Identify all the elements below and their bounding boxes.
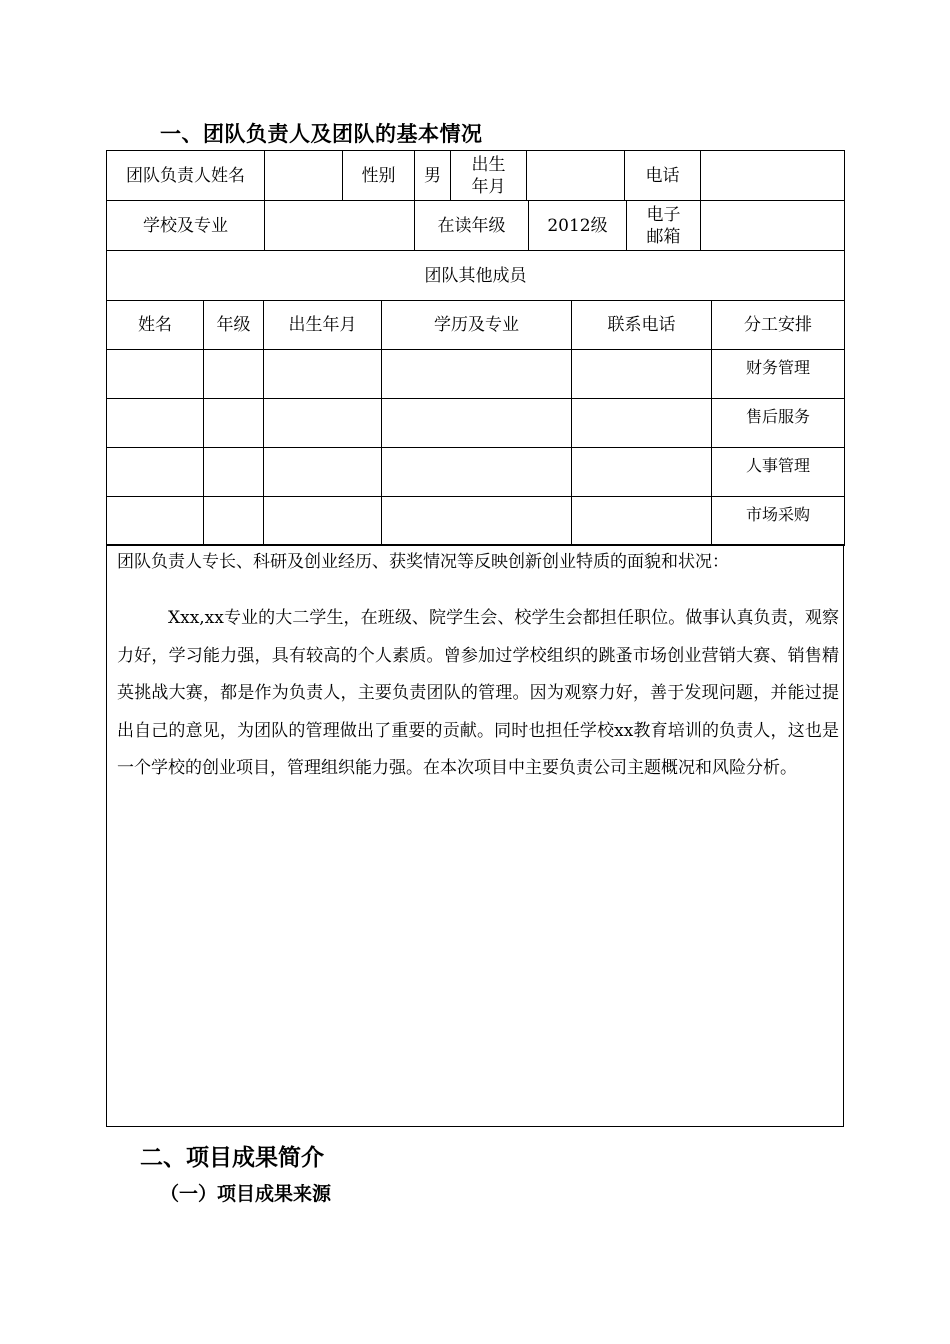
phone-label: 电话	[625, 151, 701, 201]
member-grade[interactable]	[204, 497, 264, 546]
gender-value[interactable]: 男	[415, 151, 451, 201]
column-header: 年级	[204, 301, 264, 350]
member-phone[interactable]	[572, 448, 712, 497]
member-duty: 市场采购	[712, 497, 845, 546]
member-birth[interactable]	[264, 448, 382, 497]
member-edu[interactable]	[382, 448, 572, 497]
table-row	[107, 399, 845, 448]
member-birth[interactable]	[264, 350, 382, 399]
school-value[interactable]	[265, 201, 415, 251]
birth-label: 出生 年月	[451, 151, 527, 201]
grade-label: 在读年级	[415, 201, 529, 251]
phone-value[interactable]	[701, 151, 845, 201]
member-name[interactable]	[107, 350, 204, 399]
member-phone[interactable]	[572, 399, 712, 448]
column-header: 学历及专业	[382, 301, 572, 350]
school-label: 学校及专业	[107, 201, 265, 251]
leader-profile-text[interactable]: Xxx,xx专业的大二学生，在班级、院学生会、校学生会都担任职位。做事认真负责，观察力好，学习能力强，具有较高的个人素质。曾参加过学校组织的跳蚤市场创业营销大赛、销售精英挑战大赛，都是作为负责人，主要负责团队的管理。因为观察力好，善于发现问题，并能过提出自己的意见，为团队的管理做出了重要的贡献。同时也担任学校xx教育培训的负责人，这也是一个学校的创业项目，管理组织能力强。在本次项目中主要负责公司主题概况和风险分析。	[117, 608, 839, 778]
birth-value[interactable]	[527, 151, 625, 201]
member-name[interactable]	[107, 399, 204, 448]
column-header: 分工安排	[712, 301, 845, 350]
column-header: 出生年月	[264, 301, 382, 350]
section-1-heading: 一、团队负责人及团队的基本情况	[160, 122, 483, 146]
member-grade[interactable]	[204, 399, 264, 448]
table-row	[107, 448, 845, 497]
table-row	[107, 350, 845, 399]
leader-info-table	[106, 150, 845, 201]
member-grade[interactable]	[204, 448, 264, 497]
member-phone[interactable]	[572, 497, 712, 546]
gender-label: 性别	[343, 151, 415, 201]
member-duty: 财务管理	[712, 350, 845, 399]
section-2-heading: 二、项目成果简介	[140, 1145, 324, 1171]
section-2-subheading: （一）项目成果来源	[160, 1183, 332, 1205]
member-edu[interactable]	[382, 350, 572, 399]
column-header: 联系电话	[572, 301, 712, 350]
member-duty: 售后服务	[712, 399, 845, 448]
member-birth[interactable]	[264, 497, 382, 546]
leader-profile-label: 团队负责人专长、科研及创业经历、获奖情况等反映创新创业特质的面貌和状况：	[117, 552, 729, 572]
member-edu[interactable]	[382, 399, 572, 448]
member-name[interactable]	[107, 448, 204, 497]
members-table	[106, 250, 845, 546]
member-duty: 人事管理	[712, 448, 845, 497]
grade-value[interactable]: 2012级	[529, 201, 627, 251]
leader-info-table-row2	[106, 200, 845, 251]
leader-profile-box	[106, 544, 844, 1127]
member-edu[interactable]	[382, 497, 572, 546]
table-row	[107, 497, 845, 546]
email-label: 电子 邮箱	[627, 201, 701, 251]
leader-name-label: 团队负责人姓名	[107, 151, 265, 201]
members-title: 团队其他成员	[107, 251, 845, 301]
member-birth[interactable]	[264, 399, 382, 448]
email-value[interactable]	[701, 201, 845, 251]
member-name[interactable]	[107, 497, 204, 546]
member-grade[interactable]	[204, 350, 264, 399]
member-phone[interactable]	[572, 350, 712, 399]
leader-name-value[interactable]	[265, 151, 343, 201]
column-header: 姓名	[107, 301, 204, 350]
